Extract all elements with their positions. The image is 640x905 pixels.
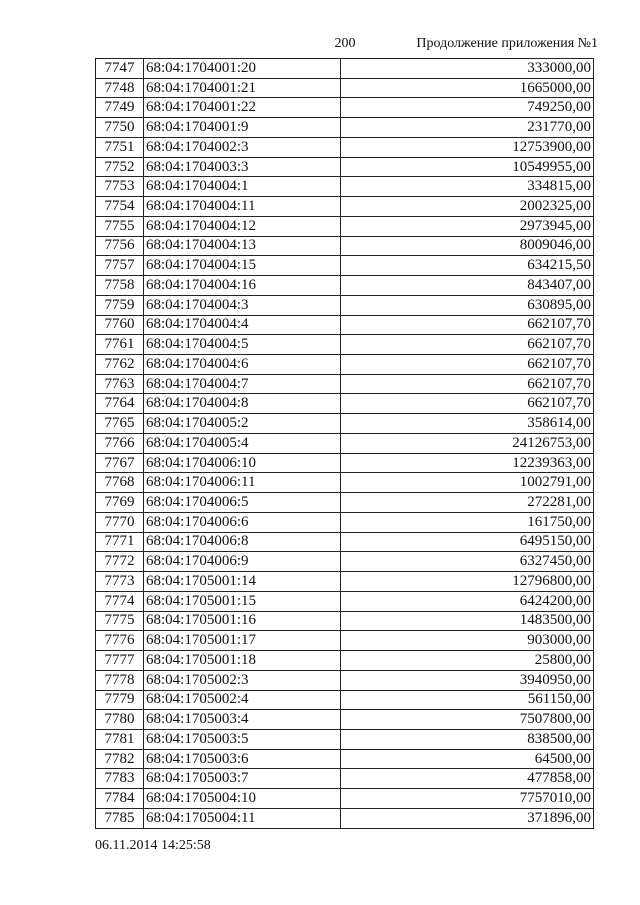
cadastral-number-cell: 68:04:1705001:17	[144, 631, 341, 651]
table-row	[96, 729, 594, 749]
table-row	[96, 611, 594, 631]
row-number-cell: 7760	[96, 315, 144, 335]
row-number-cell: 7755	[96, 216, 144, 236]
table-row	[96, 572, 594, 592]
row-number-cell: 7754	[96, 197, 144, 217]
value-cell: 161750,00	[341, 512, 594, 532]
cadastral-number-cell: 68:04:1704006:10	[144, 453, 341, 473]
table-row	[96, 236, 594, 256]
row-number-cell: 7766	[96, 433, 144, 453]
cadastral-number-cell: 68:04:1704006:9	[144, 552, 341, 572]
value-cell: 838500,00	[341, 729, 594, 749]
value-cell: 12753900,00	[341, 137, 594, 157]
value-cell: 6424200,00	[341, 591, 594, 611]
row-number-cell: 7758	[96, 276, 144, 296]
table-row	[96, 690, 594, 710]
value-cell: 1665000,00	[341, 78, 594, 98]
row-number-cell: 7750	[96, 118, 144, 138]
cadastral-number-cell: 68:04:1705001:14	[144, 572, 341, 592]
table-row	[96, 177, 594, 197]
value-cell: 371896,00	[341, 808, 594, 828]
value-cell: 1483500,00	[341, 611, 594, 631]
cadastral-number-cell: 68:04:1704006:11	[144, 473, 341, 493]
row-number-cell: 7756	[96, 236, 144, 256]
table-row	[96, 433, 594, 453]
row-number-cell: 7764	[96, 394, 144, 414]
row-number-cell: 7757	[96, 256, 144, 276]
value-cell: 6495150,00	[341, 532, 594, 552]
row-number-cell: 7784	[96, 789, 144, 809]
value-cell: 2002325,00	[341, 197, 594, 217]
cadastral-number-cell: 68:04:1704004:1	[144, 177, 341, 197]
cadastral-number-cell: 68:04:1704004:16	[144, 276, 341, 296]
table-row	[96, 137, 594, 157]
row-number-cell: 7777	[96, 651, 144, 671]
row-number-cell: 7752	[96, 157, 144, 177]
value-cell: 358614,00	[341, 414, 594, 434]
value-cell: 334815,00	[341, 177, 594, 197]
table-body	[96, 59, 594, 829]
row-number-cell: 7768	[96, 473, 144, 493]
table-row	[96, 394, 594, 414]
value-cell: 1002791,00	[341, 473, 594, 493]
cadastral-number-cell: 68:04:1704004:13	[144, 236, 341, 256]
cadastral-number-cell: 68:04:1704002:3	[144, 137, 341, 157]
cadastral-number-cell: 68:04:1705002:3	[144, 670, 341, 690]
row-number-cell: 7772	[96, 552, 144, 572]
value-cell: 7507800,00	[341, 710, 594, 730]
table-row	[96, 197, 594, 217]
row-number-cell: 7781	[96, 729, 144, 749]
table-row	[96, 414, 594, 434]
table-row	[96, 98, 594, 118]
row-number-cell: 7773	[96, 572, 144, 592]
value-cell: 6327450,00	[341, 552, 594, 572]
cadastral-number-cell: 68:04:1704005:4	[144, 433, 341, 453]
footer-timestamp: 06.11.2014 14:25:58	[95, 838, 211, 853]
cadastral-number-cell: 68:04:1705003:6	[144, 749, 341, 769]
value-cell: 333000,00	[341, 59, 594, 79]
table-row	[96, 591, 594, 611]
value-cell: 662107,70	[341, 355, 594, 375]
table-row	[96, 216, 594, 236]
value-cell: 8009046,00	[341, 236, 594, 256]
cadastral-number-cell: 68:04:1705001:16	[144, 611, 341, 631]
row-number-cell: 7776	[96, 631, 144, 651]
table-row	[96, 276, 594, 296]
table-row	[96, 493, 594, 513]
value-cell: 662107,70	[341, 394, 594, 414]
table-row	[96, 355, 594, 375]
cadastral-number-cell: 68:04:1704001:22	[144, 98, 341, 118]
value-cell: 25800,00	[341, 651, 594, 671]
cadastral-number-cell: 68:04:1704003:3	[144, 157, 341, 177]
table-row	[96, 59, 594, 79]
table-row	[96, 374, 594, 394]
value-cell: 630895,00	[341, 295, 594, 315]
cadastral-number-cell: 68:04:1705001:18	[144, 651, 341, 671]
cadastral-number-cell: 68:04:1705004:10	[144, 789, 341, 809]
table-row	[96, 670, 594, 690]
cadastral-number-cell: 68:04:1704006:6	[144, 512, 341, 532]
cadastral-number-cell: 68:04:1704004:6	[144, 355, 341, 375]
cadastral-number-cell: 68:04:1704004:11	[144, 197, 341, 217]
row-number-cell: 7761	[96, 335, 144, 355]
row-number-cell: 7747	[96, 59, 144, 79]
row-number-cell: 7749	[96, 98, 144, 118]
row-number-cell: 7759	[96, 295, 144, 315]
value-cell: 634215,50	[341, 256, 594, 276]
table-row	[96, 315, 594, 335]
table-row	[96, 769, 594, 789]
page-number: 200	[334, 36, 356, 51]
cadastral-number-cell: 68:04:1704006:8	[144, 532, 341, 552]
cadastral-number-cell: 68:04:1704004:5	[144, 335, 341, 355]
value-cell: 64500,00	[341, 749, 594, 769]
value-cell: 662107,70	[341, 374, 594, 394]
row-number-cell: 7767	[96, 453, 144, 473]
cadastral-number-cell: 68:04:1705001:15	[144, 591, 341, 611]
table-row	[96, 118, 594, 138]
cadastral-number-cell: 68:04:1704001:9	[144, 118, 341, 138]
cadastral-number-cell: 68:04:1705004:11	[144, 808, 341, 828]
row-number-cell: 7782	[96, 749, 144, 769]
row-number-cell: 7762	[96, 355, 144, 375]
cadastral-number-cell: 68:04:1704005:2	[144, 414, 341, 434]
row-number-cell: 7785	[96, 808, 144, 828]
table-row	[96, 453, 594, 473]
value-cell: 843407,00	[341, 276, 594, 296]
cadastral-number-cell: 68:04:1705003:5	[144, 729, 341, 749]
row-number-cell: 7779	[96, 690, 144, 710]
cadastral-number-cell: 68:04:1704004:3	[144, 295, 341, 315]
row-number-cell: 7748	[96, 78, 144, 98]
table-row	[96, 808, 594, 828]
row-number-cell: 7770	[96, 512, 144, 532]
value-cell: 662107,70	[341, 335, 594, 355]
cadastral-number-cell: 68:04:1705003:4	[144, 710, 341, 730]
cadastral-number-cell: 68:04:1704006:5	[144, 493, 341, 513]
table-row	[96, 651, 594, 671]
table-row	[96, 335, 594, 355]
cadastral-number-cell: 68:04:1704004:7	[144, 374, 341, 394]
cadastral-number-cell: 68:04:1704001:20	[144, 59, 341, 79]
table-row	[96, 512, 594, 532]
table-row	[96, 78, 594, 98]
value-cell: 903000,00	[341, 631, 594, 651]
continuation-label: Продолжение приложения №1	[416, 36, 598, 51]
value-cell: 231770,00	[341, 118, 594, 138]
table-row	[96, 532, 594, 552]
table-row	[96, 631, 594, 651]
table-row	[96, 552, 594, 572]
value-cell: 7757010,00	[341, 789, 594, 809]
row-number-cell: 7763	[96, 374, 144, 394]
row-number-cell: 7751	[96, 137, 144, 157]
row-number-cell: 7780	[96, 710, 144, 730]
value-cell: 477858,00	[341, 769, 594, 789]
value-cell: 2973945,00	[341, 216, 594, 236]
row-number-cell: 7775	[96, 611, 144, 631]
cadastral-number-cell: 68:04:1704004:15	[144, 256, 341, 276]
table-row	[96, 710, 594, 730]
value-cell: 749250,00	[341, 98, 594, 118]
row-number-cell: 7765	[96, 414, 144, 434]
value-cell: 561150,00	[341, 690, 594, 710]
cadastral-value-table	[95, 58, 594, 829]
cadastral-number-cell: 68:04:1704004:8	[144, 394, 341, 414]
table-row	[96, 157, 594, 177]
table-row	[96, 256, 594, 276]
cadastral-number-cell: 68:04:1704004:12	[144, 216, 341, 236]
row-number-cell: 7778	[96, 670, 144, 690]
cadastral-number-cell: 68:04:1704004:4	[144, 315, 341, 335]
value-cell: 24126753,00	[341, 433, 594, 453]
value-cell: 12796800,00	[341, 572, 594, 592]
table-row	[96, 473, 594, 493]
row-number-cell: 7769	[96, 493, 144, 513]
table-row	[96, 789, 594, 809]
value-cell: 662107,70	[341, 315, 594, 335]
table-row	[96, 749, 594, 769]
row-number-cell: 7774	[96, 591, 144, 611]
cadastral-number-cell: 68:04:1704001:21	[144, 78, 341, 98]
value-cell: 10549955,00	[341, 157, 594, 177]
cadastral-number-cell: 68:04:1705002:4	[144, 690, 341, 710]
value-cell: 3940950,00	[341, 670, 594, 690]
value-cell: 272281,00	[341, 493, 594, 513]
cadastral-number-cell: 68:04:1705003:7	[144, 769, 341, 789]
row-number-cell: 7771	[96, 532, 144, 552]
row-number-cell: 7753	[96, 177, 144, 197]
table-row	[96, 295, 594, 315]
row-number-cell: 7783	[96, 769, 144, 789]
value-cell: 12239363,00	[341, 453, 594, 473]
